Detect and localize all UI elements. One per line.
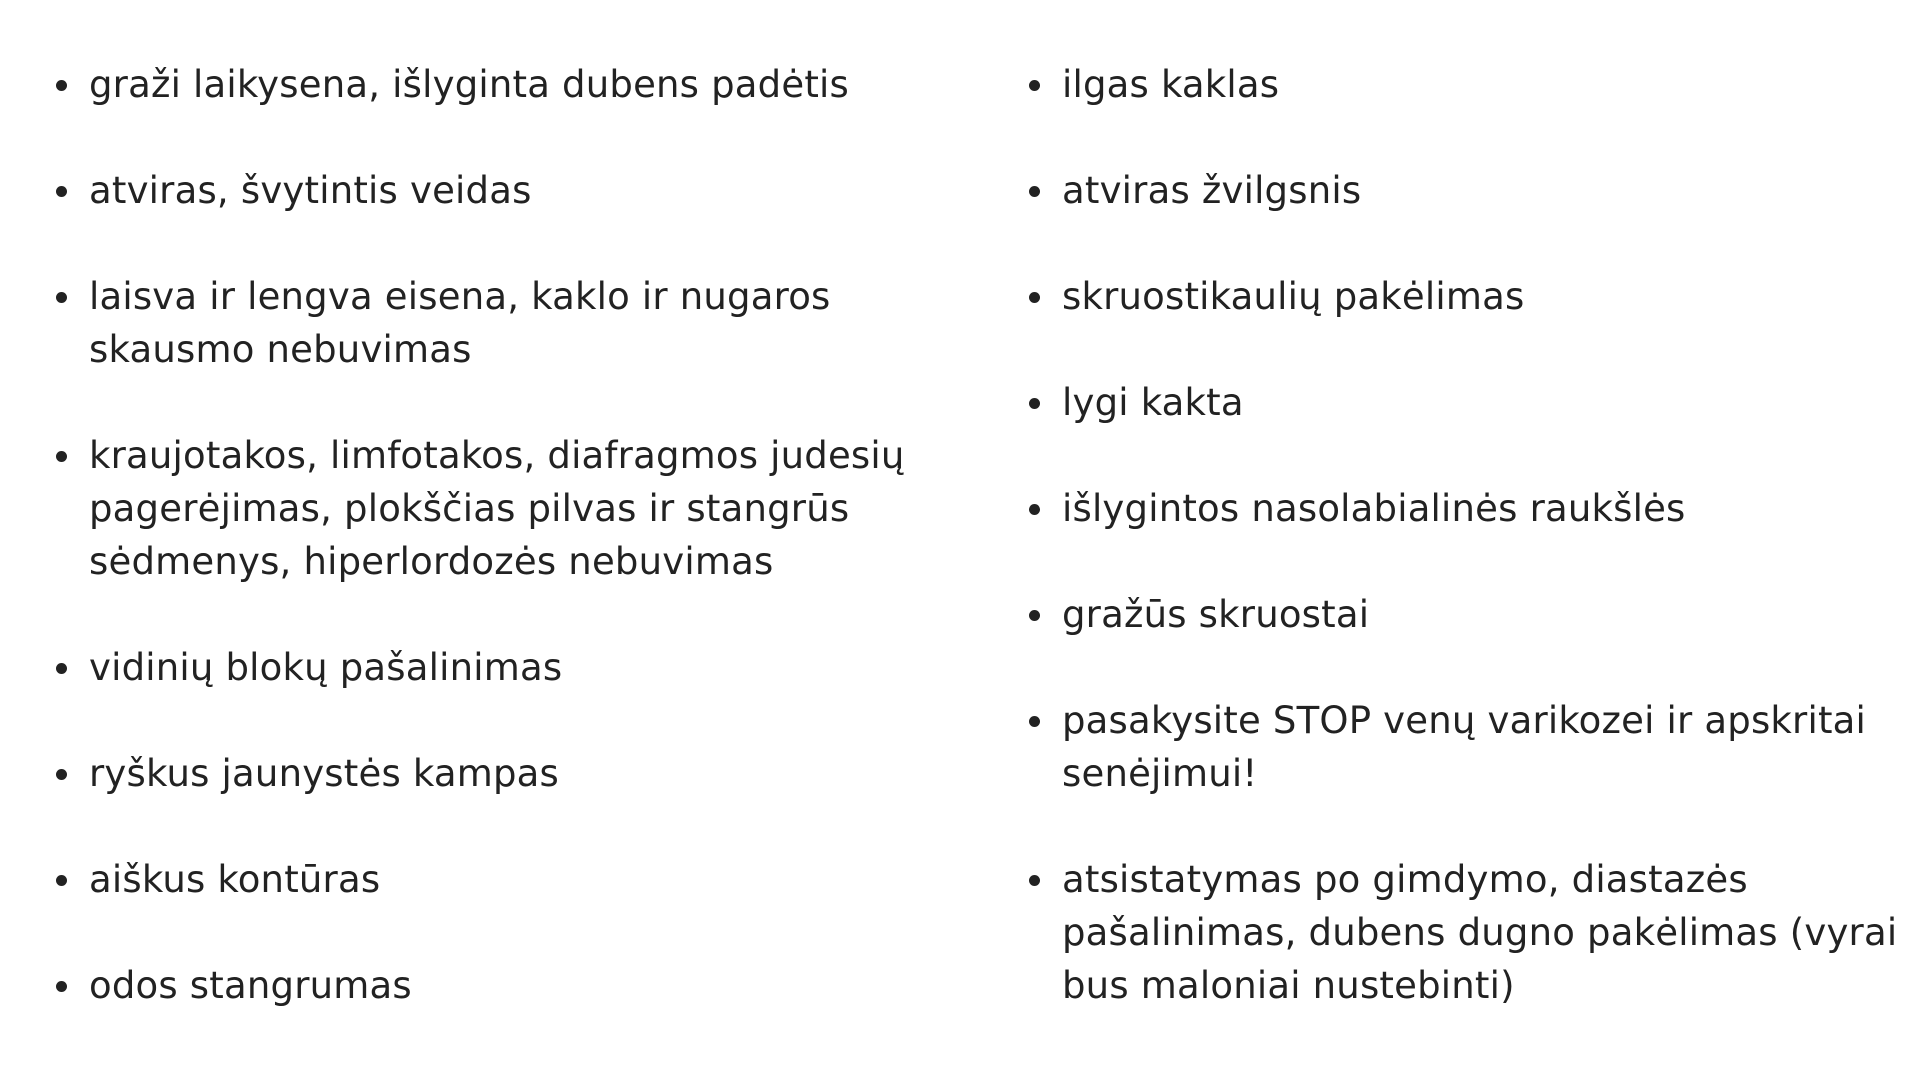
benefits-columns <box>0 58 1920 1058</box>
bullet-icon <box>1029 610 1040 621</box>
bullet-icon <box>56 769 67 780</box>
list-item-text: atviras žvilgsnis <box>1062 169 1362 212</box>
list-item <box>1025 588 1905 641</box>
bullet-icon <box>1029 716 1040 727</box>
bullet-icon <box>56 80 67 91</box>
list-item-text: išlygintos nasolabialinės raukšlės <box>1062 487 1686 530</box>
list-item-text: ilgas kaklas <box>1062 63 1280 106</box>
list-item <box>1025 482 1905 535</box>
bullet-icon <box>56 186 67 197</box>
list-item <box>1025 853 1905 1012</box>
benefits-list-left <box>52 58 932 1065</box>
list-item-text: atsistatymas po gimdymo, diastazės pašalinimas, dubens dugno pakėlimas (vyrai bus maloniai nustebinti) <box>1062 858 1898 1007</box>
list-item <box>1025 694 1905 800</box>
list-item-text: odos stangrumas <box>89 964 412 1007</box>
list-item-text: kraujotakos, limfotakos, diafragmos judesių pagerėjimas, plokščias pilvas ir stangrūs sėdmenys, hiperlordozės nebuvimas <box>89 434 905 583</box>
list-item-text: laisva ir lengva eisena, kaklo ir nugaros skausmo nebuvimas <box>89 275 831 371</box>
bullet-icon <box>56 875 67 886</box>
list-item <box>52 853 932 906</box>
bullet-icon <box>1029 504 1040 515</box>
bullet-icon <box>1029 292 1040 303</box>
list-item-text: ryškus jaunystės kampas <box>89 752 560 795</box>
list-item-text: atviras, švytintis veidas <box>89 169 532 212</box>
list-item <box>52 58 932 111</box>
list-item <box>1025 270 1905 323</box>
list-item <box>1025 376 1905 429</box>
bullet-icon <box>1029 398 1040 409</box>
list-item <box>1025 164 1905 217</box>
bullet-icon <box>1029 80 1040 91</box>
list-item <box>52 164 932 217</box>
list-item <box>1025 58 1905 111</box>
benefits-list-right <box>1025 58 1905 1065</box>
list-item <box>52 747 932 800</box>
list-item-text: skruostikaulių pakėlimas <box>1062 275 1525 318</box>
list-item-text: lygi kakta <box>1062 381 1244 424</box>
bullet-icon <box>1029 875 1040 886</box>
list-item <box>52 959 932 1012</box>
list-item-text: aiškus kontūras <box>89 858 381 901</box>
list-item <box>52 429 932 588</box>
bullet-icon <box>56 663 67 674</box>
list-item <box>52 641 932 694</box>
bullet-icon <box>56 981 67 992</box>
list-item-text: graži laikysena, išlyginta dubens padėtis <box>89 63 849 106</box>
list-item-text: vidinių blokų pašalinimas <box>89 646 563 689</box>
list-item <box>52 270 932 376</box>
bullet-icon <box>1029 186 1040 197</box>
bullet-icon <box>56 451 67 462</box>
bullet-icon <box>56 292 67 303</box>
list-item-text: pasakysite STOP venų varikozei ir apskritai senėjimui! <box>1062 699 1867 795</box>
list-item-text: gražūs skruostai <box>1062 593 1370 636</box>
